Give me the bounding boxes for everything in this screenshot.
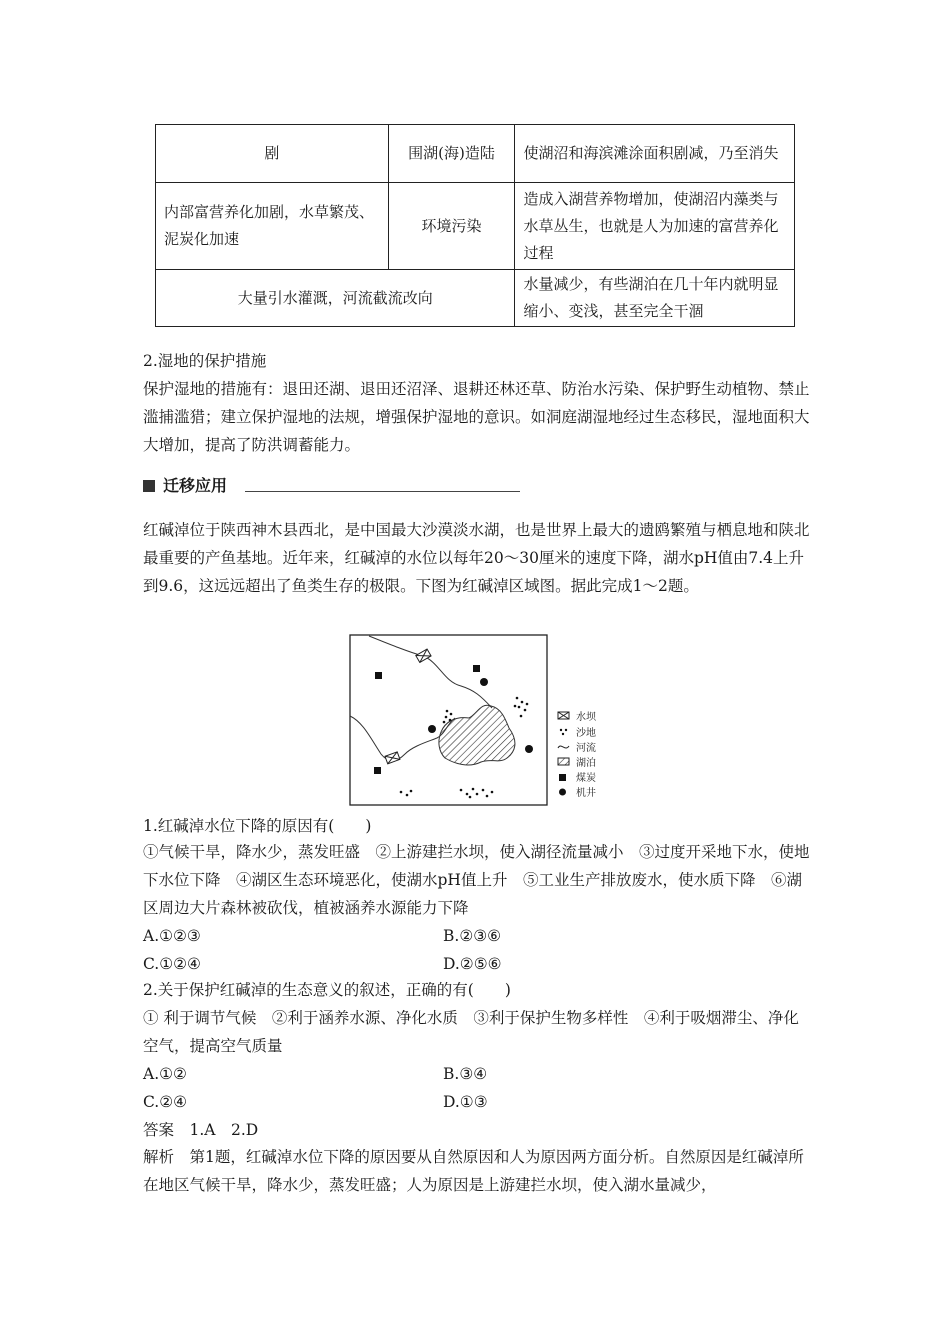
table-cell: 剧 xyxy=(156,125,389,183)
option-d: D.①③ xyxy=(443,1093,488,1111)
option-b: B.②③⑥ xyxy=(443,927,502,945)
answer-line: 答案 1.A 2.D xyxy=(143,1121,259,1139)
table-cell: 大量引水灌溉，河流截流改向 xyxy=(156,270,515,327)
well-symbol xyxy=(480,678,488,686)
table-cell: 造成入湖营养物增加，使湖沼内藻类与水草丛生，也就是人为加速的富营养化过程 xyxy=(515,183,795,270)
hongjiannao-region-map xyxy=(349,634,609,809)
coal-symbol xyxy=(473,665,480,672)
question-2-items: ① 利于调节气候 ②利于涵养水源、净化水质 ③利于保护生物多样性 ④利于吸烟滞尘、净化空气，提高空气质量 xyxy=(143,1009,799,1055)
table-row xyxy=(156,270,795,327)
table-row xyxy=(156,183,795,270)
legend-label: 煤炭 xyxy=(576,773,596,784)
table-row xyxy=(156,125,795,183)
protection-body: 保护湿地的措施有：退田还湖、退田还沼泽、退耕还林还草、防治水污染、保护野生动植物、禁止滥捕滥猎；建立保护湿地的法规，增强保护湿地的意识。如洞庭湖湿地经过生态移民，湿地面积大大增加，提高了防洪调蓄能力。 xyxy=(143,380,810,454)
map-frame xyxy=(350,635,547,805)
option-a: A.①②③ xyxy=(143,927,201,945)
well-symbol xyxy=(525,745,533,753)
table-cell: 水量减少，有些湖泊在几十年内就明显缩小、变浅，甚至完全干涸 xyxy=(515,270,795,327)
well-symbol xyxy=(428,725,436,733)
question-1-stem: 1.红碱淖水位下降的原因有( ) xyxy=(143,817,372,835)
wetland-cause-table xyxy=(155,124,795,327)
table-cell: 围湖(海)造陆 xyxy=(388,125,515,183)
option-c: C.①②④ xyxy=(143,955,201,973)
option-a: A.①② xyxy=(143,1065,187,1083)
coal-symbol xyxy=(374,767,381,774)
option-b: B.③④ xyxy=(443,1065,488,1083)
table-cell: 内部富营养化加剧，水草繁茂、泥炭化加速 xyxy=(156,183,389,270)
intro-paragraph: 红碱淖位于陕西神木县西北，是中国最大沙漠淡水湖，也是世界上最大的遗鸥繁殖与栖息地和陕北最重要的产鱼基地。近年来，红碱淖的水位以每年20～30厘米的速度下降，湖水pH值由7.4上升到9.6，这远远超出了鱼类生存的极限。下图为红碱淖区域图。据此完成1～2题。 xyxy=(143,521,810,595)
legend-label: 河流 xyxy=(576,743,596,754)
table-cell: 环境污染 xyxy=(388,183,515,270)
question-1-items: ①气候干旱，降水少，蒸发旺盛 ②上游建拦水坝，使入湖径流量减小 ③过度开采地下水，使地下水位下降 ④湖区生态环境恶化，使湖水pH值上升 ⑤工业生产排放废水，使水质下降 ⑥湖区周边大片森林被砍伐，植被涵养水源能力下降 xyxy=(143,843,810,917)
question-2-stem: 2.关于保护红碱淖的生态意义的叙述，正确的有( ) xyxy=(143,981,511,999)
legend-label: 机井 xyxy=(576,788,596,799)
section-header xyxy=(143,475,523,497)
option-c: C.②④ xyxy=(143,1093,188,1111)
section-divider xyxy=(245,491,520,492)
legend-label: 沙地 xyxy=(576,728,596,739)
table-cell: 使湖沼和海滨滩涂面积剧减，乃至消失 xyxy=(515,125,795,183)
section-title: 迁移应用 xyxy=(163,476,228,495)
section-marker-icon xyxy=(143,480,155,492)
option-d: D.②⑤⑥ xyxy=(443,955,502,973)
protection-heading: 2.湿地的保护措施 xyxy=(143,352,267,370)
analysis-paragraph: 解析 第1题，红碱淖水位下降的原因要从自然原因和人为原因两方面分析。自然原因是红碱淖所在地区气候干旱，降水少，蒸发旺盛；人为原因是上游建拦水坝，使入湖水量减少， xyxy=(143,1148,804,1194)
legend-label: 湖泊 xyxy=(576,758,596,769)
coal-symbol xyxy=(375,672,382,679)
legend-label: 水坝 xyxy=(576,712,596,723)
map-legend xyxy=(558,710,597,799)
